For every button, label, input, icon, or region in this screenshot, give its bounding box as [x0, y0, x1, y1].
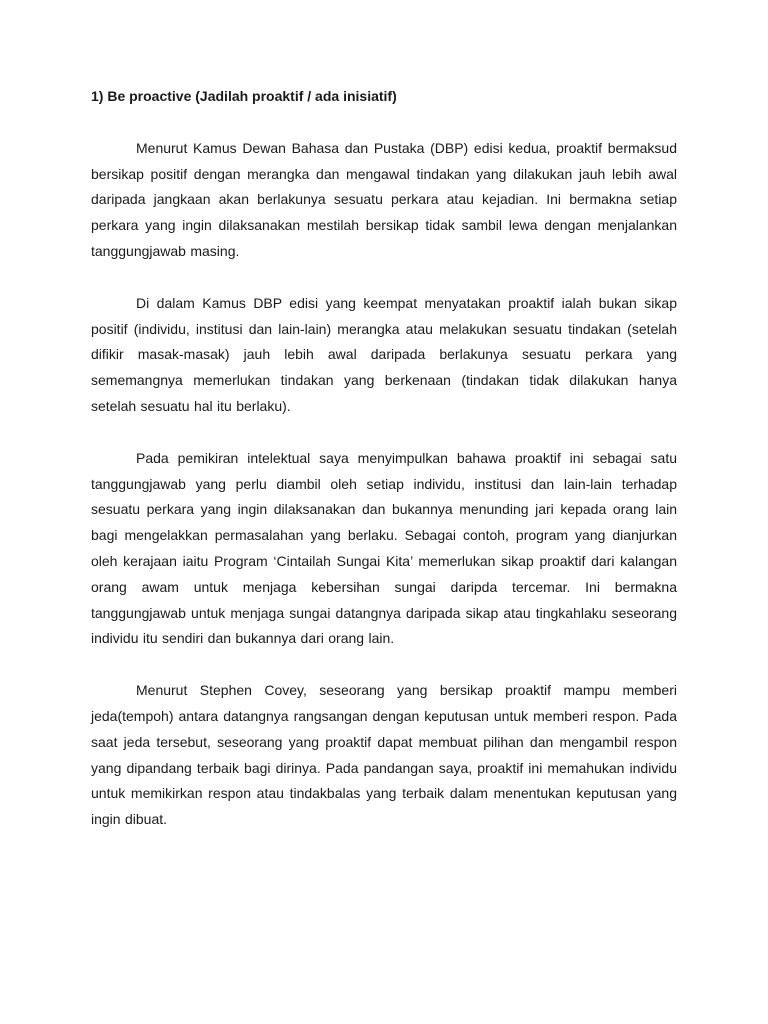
paragraph-dbp-second-edition: Menurut Kamus Dewan Bahasa dan Pustaka (DBP) edisi kedua, proaktif bermaksud bersikap positif dengan merangka dan mengawal tindakan yang dilakukan jauh lebih awal daripada jangkaan akan berlakunya sesuatu perkara atau kejadian. Ini bermakna setiap perkara yang ingin dilaksanakan mestilah bersikap tidak sambil lewa dengan menjalankan tanggungjawab masing.: [91, 139, 677, 259]
section-heading: 1) Be proactive (Jadilah proaktif / ada inisiatif): [91, 88, 397, 104]
paragraph-intellectual-thought: Pada pemikiran intelektual saya menyimpulkan bahawa proaktif ini sebagai satu tanggungjawab yang perlu diambil oleh setiap individu, institusi dan lain-lain terhadap sesuatu perkara yang ingin dilaksanakan dan bukannya menunding jari kepada orang lain bagi mengelakkan permasalahan yang berlaku. Sebagai contoh, program yang dianjurkan oleh kerajaan iaitu Program ‘Cintailah Sungai Kita’ memerlukan sikap proaktif dari kalangan orang awam untuk menjaga kebersihan sungai daripda tercemar. Ini bermakna tanggungjawab untuk menjaga sungai datangnya daripada sikap atau tingkahlaku seseorang individu itu sendiri dan bukannya dari orang lain.: [91, 449, 677, 647]
paragraph-dbp-fourth-edition: Di dalam Kamus DBP edisi yang keempat menyatakan proaktif ialah bukan sikap positif (individu, institusi dan lain-lain) merangka atau melakukan sesuatu tindakan (setelah difikir masak-masak) jauh lebih awal daripada berlakunya sesuatu perkara yang sememangnya memerlukan tindakan yang berkenaan (tindakan tidak dilakukan hanya setelah sesuatu hal itu berlaku).: [91, 294, 677, 414]
document-page: [91, 84, 677, 833]
paragraph-stephen-covey: Menurut Stephen Covey, seseorang yang bersikap proaktif mampu memberi jeda(tempoh) antara datangnya rangsangan dengan keputusan untuk memberi respon. Pada saat jeda tersebut, seseorang yang proaktif dapat membuat pilihan dan mengambil respon yang dipandang terbaik bagi dirinya. Pada pandangan saya, proaktif ini memahukan individu untuk memikirkan respon atau tindakbalas yang terbaik dalam menentukan keputusan yang ingin dibuat.: [91, 682, 677, 828]
